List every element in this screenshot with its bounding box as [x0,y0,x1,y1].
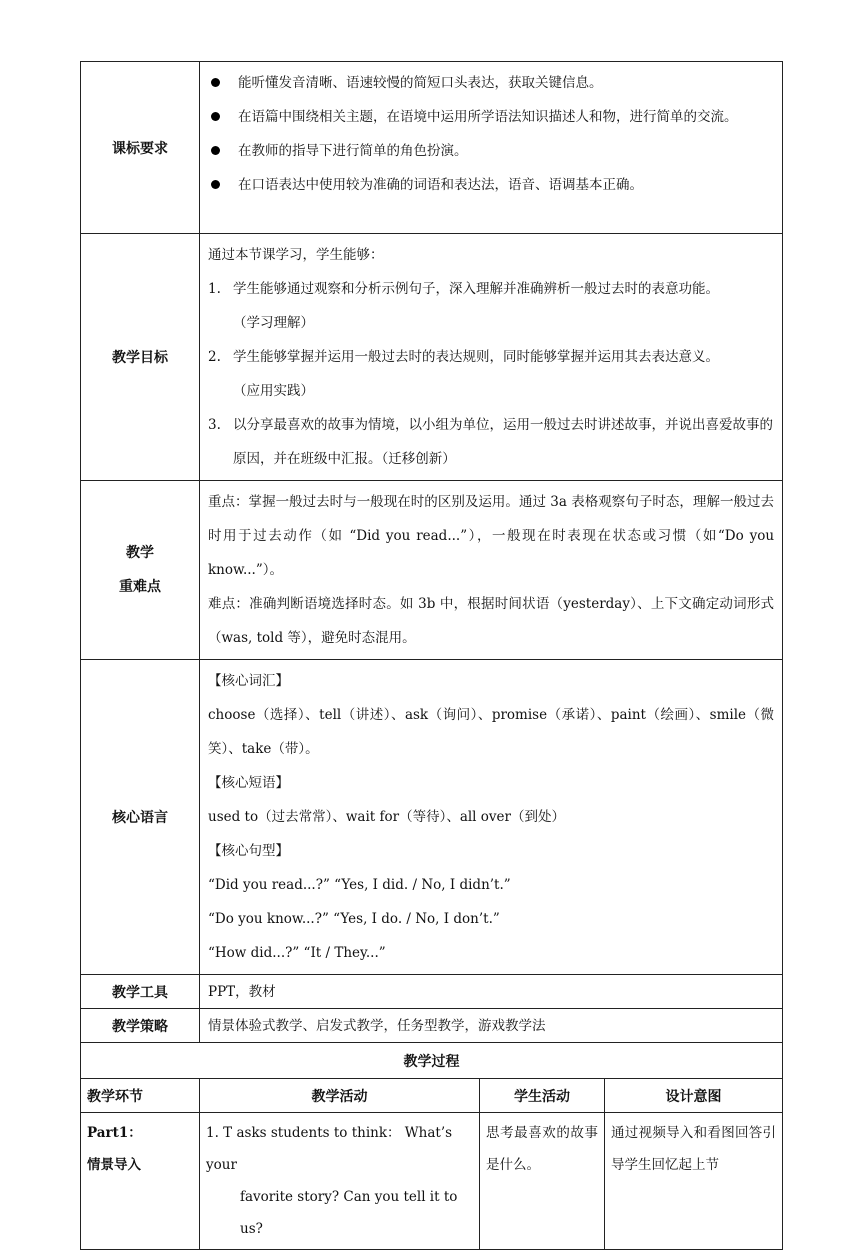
strategy-row [81,1009,783,1043]
strategy-value: 情景体验式教学、启发式教学，任务型教学，游戏教学法 [200,1009,783,1043]
objective-item [208,340,774,374]
process-title-row [81,1043,783,1079]
keypoints-row [81,481,783,660]
vocab-title: 【核心词汇】 [208,673,289,689]
tools-row [81,975,783,1009]
phrase-list: used to（过去常常）、wait for（等待）、all over（到处） [208,809,565,825]
header-activity: 教学活动 [200,1079,480,1113]
header-student: 学生活动 [480,1079,605,1113]
tools-label: 教学工具 [81,975,200,1009]
phrase-title: 【核心短语】 [208,775,289,791]
stage-line1: Part1： [87,1125,142,1141]
student-cell: 思考最喜欢的故事是什么。 [480,1113,605,1250]
keypoints-difficulty: 难点：准确判断语境选择时态。如 3b 中，根据时间状语（yesterday）、上下文确定动词形式（was, told 等），避免时态混用。 [208,596,775,646]
requirements-row [81,62,783,234]
activity-cell [200,1113,480,1250]
language-content [200,660,783,975]
requirement-item: 在口语表达中使用较为准确的词语和表达法，语音、语调基本正确。 [208,168,774,202]
stage-cell [81,1113,200,1250]
requirements-content [200,62,783,234]
keypoints-focus: 重点：掌握一般过去时与一般现在时的区别及运用。通过 3a 表格观察句子时态，理解一般过去时用于过去动作（如 “Did you read...”），一般现在时表现在状态或习惯（如“Do you know...”）。 [208,494,775,578]
objective-number: 1. [208,281,221,297]
objective-text: 以分享最喜欢的故事为情境，以小组为单位，运用一般过去时讲述故事，并说出喜爱故事的原因，并在班级中汇报。（迁移创新） [233,417,773,467]
language-label: 核心语言 [81,660,200,975]
requirement-item: 能听懂发音清晰、语速较慢的简短口头表达，获取关键信息。 [208,66,774,100]
keypoints-label-line2: 重难点 [119,579,161,595]
objectives-content [200,234,783,481]
objectives-label: 教学目标 [81,234,200,481]
objective-text: 学生能够通过观察和分析示例句子，深入理解并准确辨析一般过去时的表意功能。 [233,281,719,297]
sentence-item: “How did...?” “It / They...” [208,945,386,961]
requirement-item: 在教师的指导下进行简单的角色扮演。 [208,134,774,168]
objectives-row [81,234,783,481]
objective-tag: （应用实践） [233,383,314,399]
tools-value: PPT，教材 [200,975,783,1009]
activity-line2: favorite story? Can you tell it to us? [240,1189,458,1237]
sentence-title: 【核心句型】 [208,843,289,859]
header-intent: 设计意图 [605,1079,783,1113]
requirements-label: 课标要求 [81,62,200,234]
objective-tag: （学习理解） [233,315,314,331]
strategy-label: 教学策略 [81,1009,200,1043]
keypoints-label [81,481,200,660]
objective-item [208,408,774,476]
language-row [81,660,783,975]
process-row [81,1113,783,1250]
objective-number: 3. [208,417,221,433]
process-title: 教学过程 [81,1043,783,1079]
keypoints-content [200,481,783,660]
intent-cell: 通过视频导入和看图回答引导学生回忆起上节 [605,1113,783,1250]
objective-item [208,272,774,306]
keypoints-label-line1: 教学 [126,545,154,561]
objective-text: 学生能够掌握并运用一般过去时的表达规则，同时能够掌握并运用其去表达意义。 [233,349,719,365]
header-stage: 教学环节 [81,1079,200,1113]
stage-line2: 情景导入 [87,1157,141,1173]
process-header-row [81,1079,783,1113]
lesson-plan-table [80,61,783,1250]
sentence-item: “Did you read...?” “Yes, I did. / No, I didn’t.” [208,877,511,893]
objective-number: 2. [208,349,221,365]
activity-line1: 1. T asks students to think： What’s your [206,1125,453,1173]
sentence-item: “Do you know...?” “Yes, I do. / No, I don’t.” [208,911,500,927]
objectives-intro: 通过本节课学习，学生能够： [208,247,384,263]
vocab-list: choose（选择）、tell（讲述）、ask（询问）、promise（承诺）、paint（绘画）、smile（微笑）、take（带）。 [208,707,775,757]
requirement-item: 在语篇中围绕相关主题，在语境中运用所学语法知识描述人和物，进行简单的交流。 [208,100,774,134]
